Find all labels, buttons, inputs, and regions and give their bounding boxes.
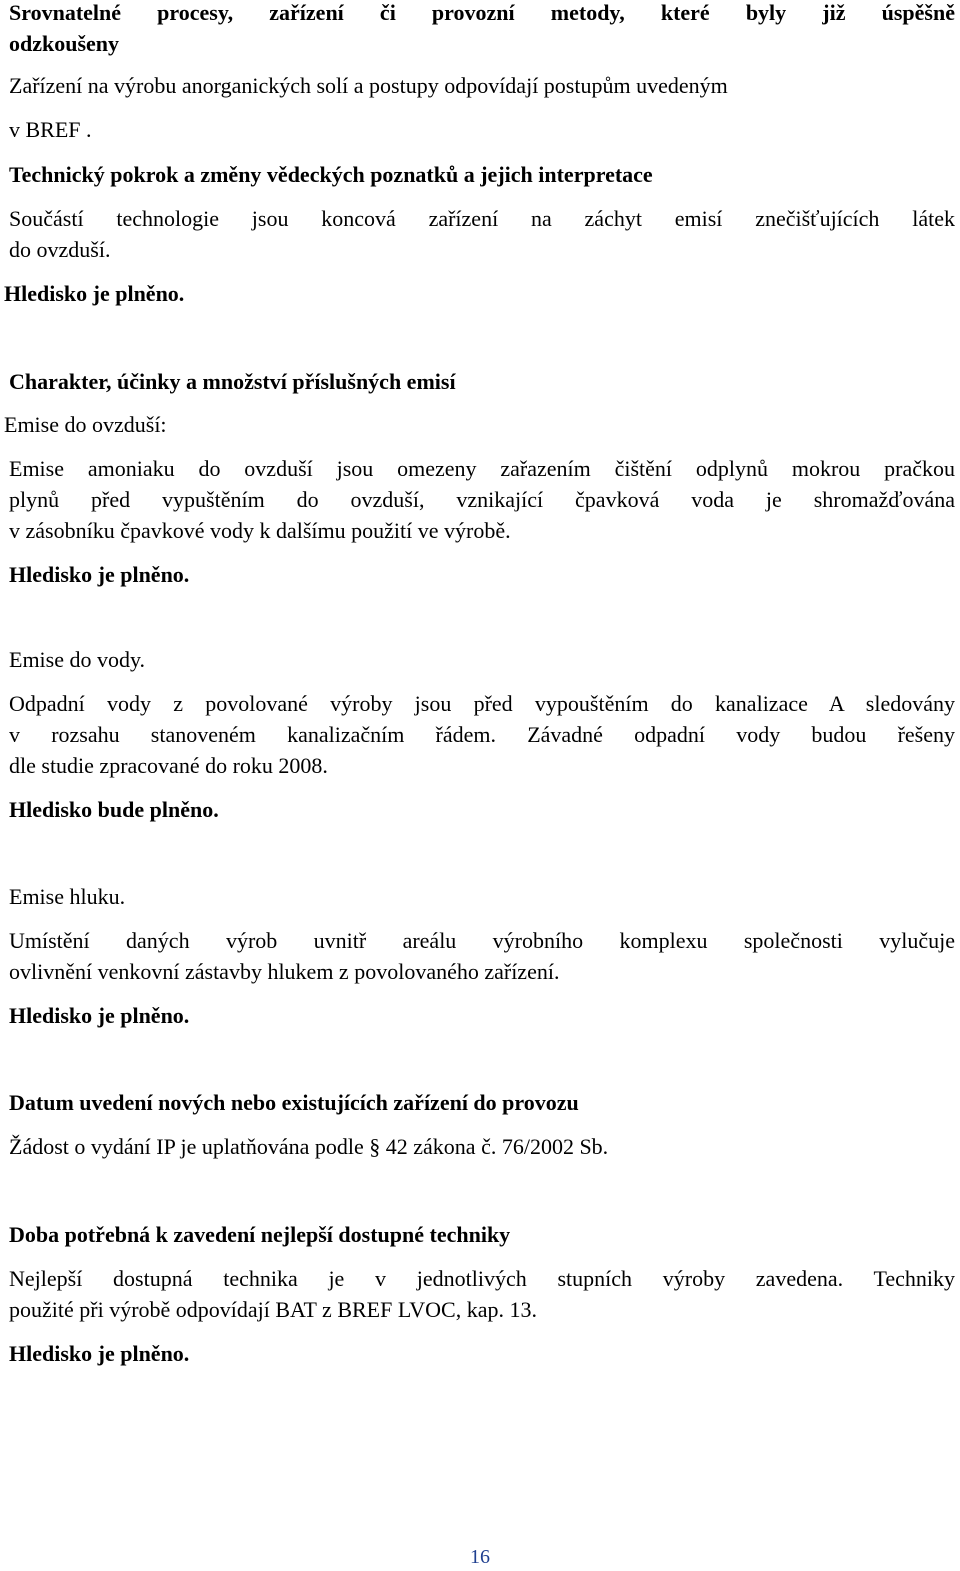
paragraph-line: v rozsahu stanoveném kanalizačním řádem. Závadné odpadní vody budou řešeny: [9, 722, 955, 747]
verdict-text: Hledisko je plněno.: [4, 281, 185, 306]
paragraph-line: plynů před vypuštěním do ovzduší, vznikající čpavková voda je shromažďována: [9, 487, 955, 512]
paragraph-line: v zásobníku čpavkové vody k dalšímu použití ve výrobě.: [9, 518, 511, 543]
paragraph-line: dle studie zpracované do roku 2008.: [9, 753, 328, 778]
paragraph-line: do ovzduší.: [9, 237, 111, 262]
paragraph-line: Žádost o vydání IP je uplatňována podle § 42 zákona č. 76/2002 Sb.: [9, 1134, 609, 1159]
paragraph-line: použité při výrobě odpovídají BAT z BREF LVOC, kap. 13.: [9, 1297, 537, 1322]
section-title-bat-implementation-time: Doba potřebná k zavedení nejlepší dostupné techniky: [9, 1222, 511, 1247]
subheading-air-emissions: Emise do ovzduší:: [4, 412, 167, 437]
paragraph-line: ovlivnění venkovní zástavby hlukem z povolovaného zařízení.: [9, 959, 560, 984]
subheading-noise-emissions: Emise hluku.: [9, 884, 126, 909]
subheading-water-emissions: Emise do vody.: [9, 647, 146, 672]
verdict-text: Hledisko je plněno.: [9, 562, 190, 587]
paragraph-line: v BREF .: [9, 117, 92, 142]
verdict-text: Hledisko je plněno.: [9, 1341, 190, 1366]
paragraph-line: Odpadní vody z povolované výroby jsou před vypouštěním do kanalizace A sledovány: [9, 691, 955, 716]
section-title-commissioning-date: Datum uvedení nových nebo existujících zařízení do provozu: [9, 1090, 579, 1115]
paragraph-line: Zařízení na výrobu anorganických solí a postupy odpovídají postupům uvedeným: [9, 73, 728, 98]
paragraph-line: Součástí technologie jsou koncová zařízení na záchyt emisí znečišťujících látek: [9, 206, 955, 231]
paragraph-line: Nejlepší dostupná technika je v jednotlivých stupních výroby zavedena. Techniky: [9, 1266, 955, 1291]
page-number: 16: [470, 1546, 490, 1568]
section-title-emissions: Charakter, účinky a množství příslušných emisí: [9, 369, 456, 394]
section-title-comparable-processes-cont: odzkoušeny: [9, 31, 120, 56]
section-title-comparable-processes: Srovnatelné procesy, zařízení či provozní metody, které byly již úspěšně: [9, 0, 955, 25]
verdict-text: Hledisko bude plněno.: [9, 797, 219, 822]
paragraph-line: Emise amoniaku do ovzduší jsou omezeny zařazením čištění odplynů mokrou pračkou: [9, 456, 955, 481]
section-title-technical-progress: Technický pokrok a změny vědeckých poznatků a jejich interpretace: [9, 162, 653, 187]
verdict-text: Hledisko je plněno.: [9, 1003, 190, 1028]
paragraph-line: Umístění daných výrob uvnitř areálu výrobního komplexu společnosti vylučuje: [9, 928, 955, 953]
